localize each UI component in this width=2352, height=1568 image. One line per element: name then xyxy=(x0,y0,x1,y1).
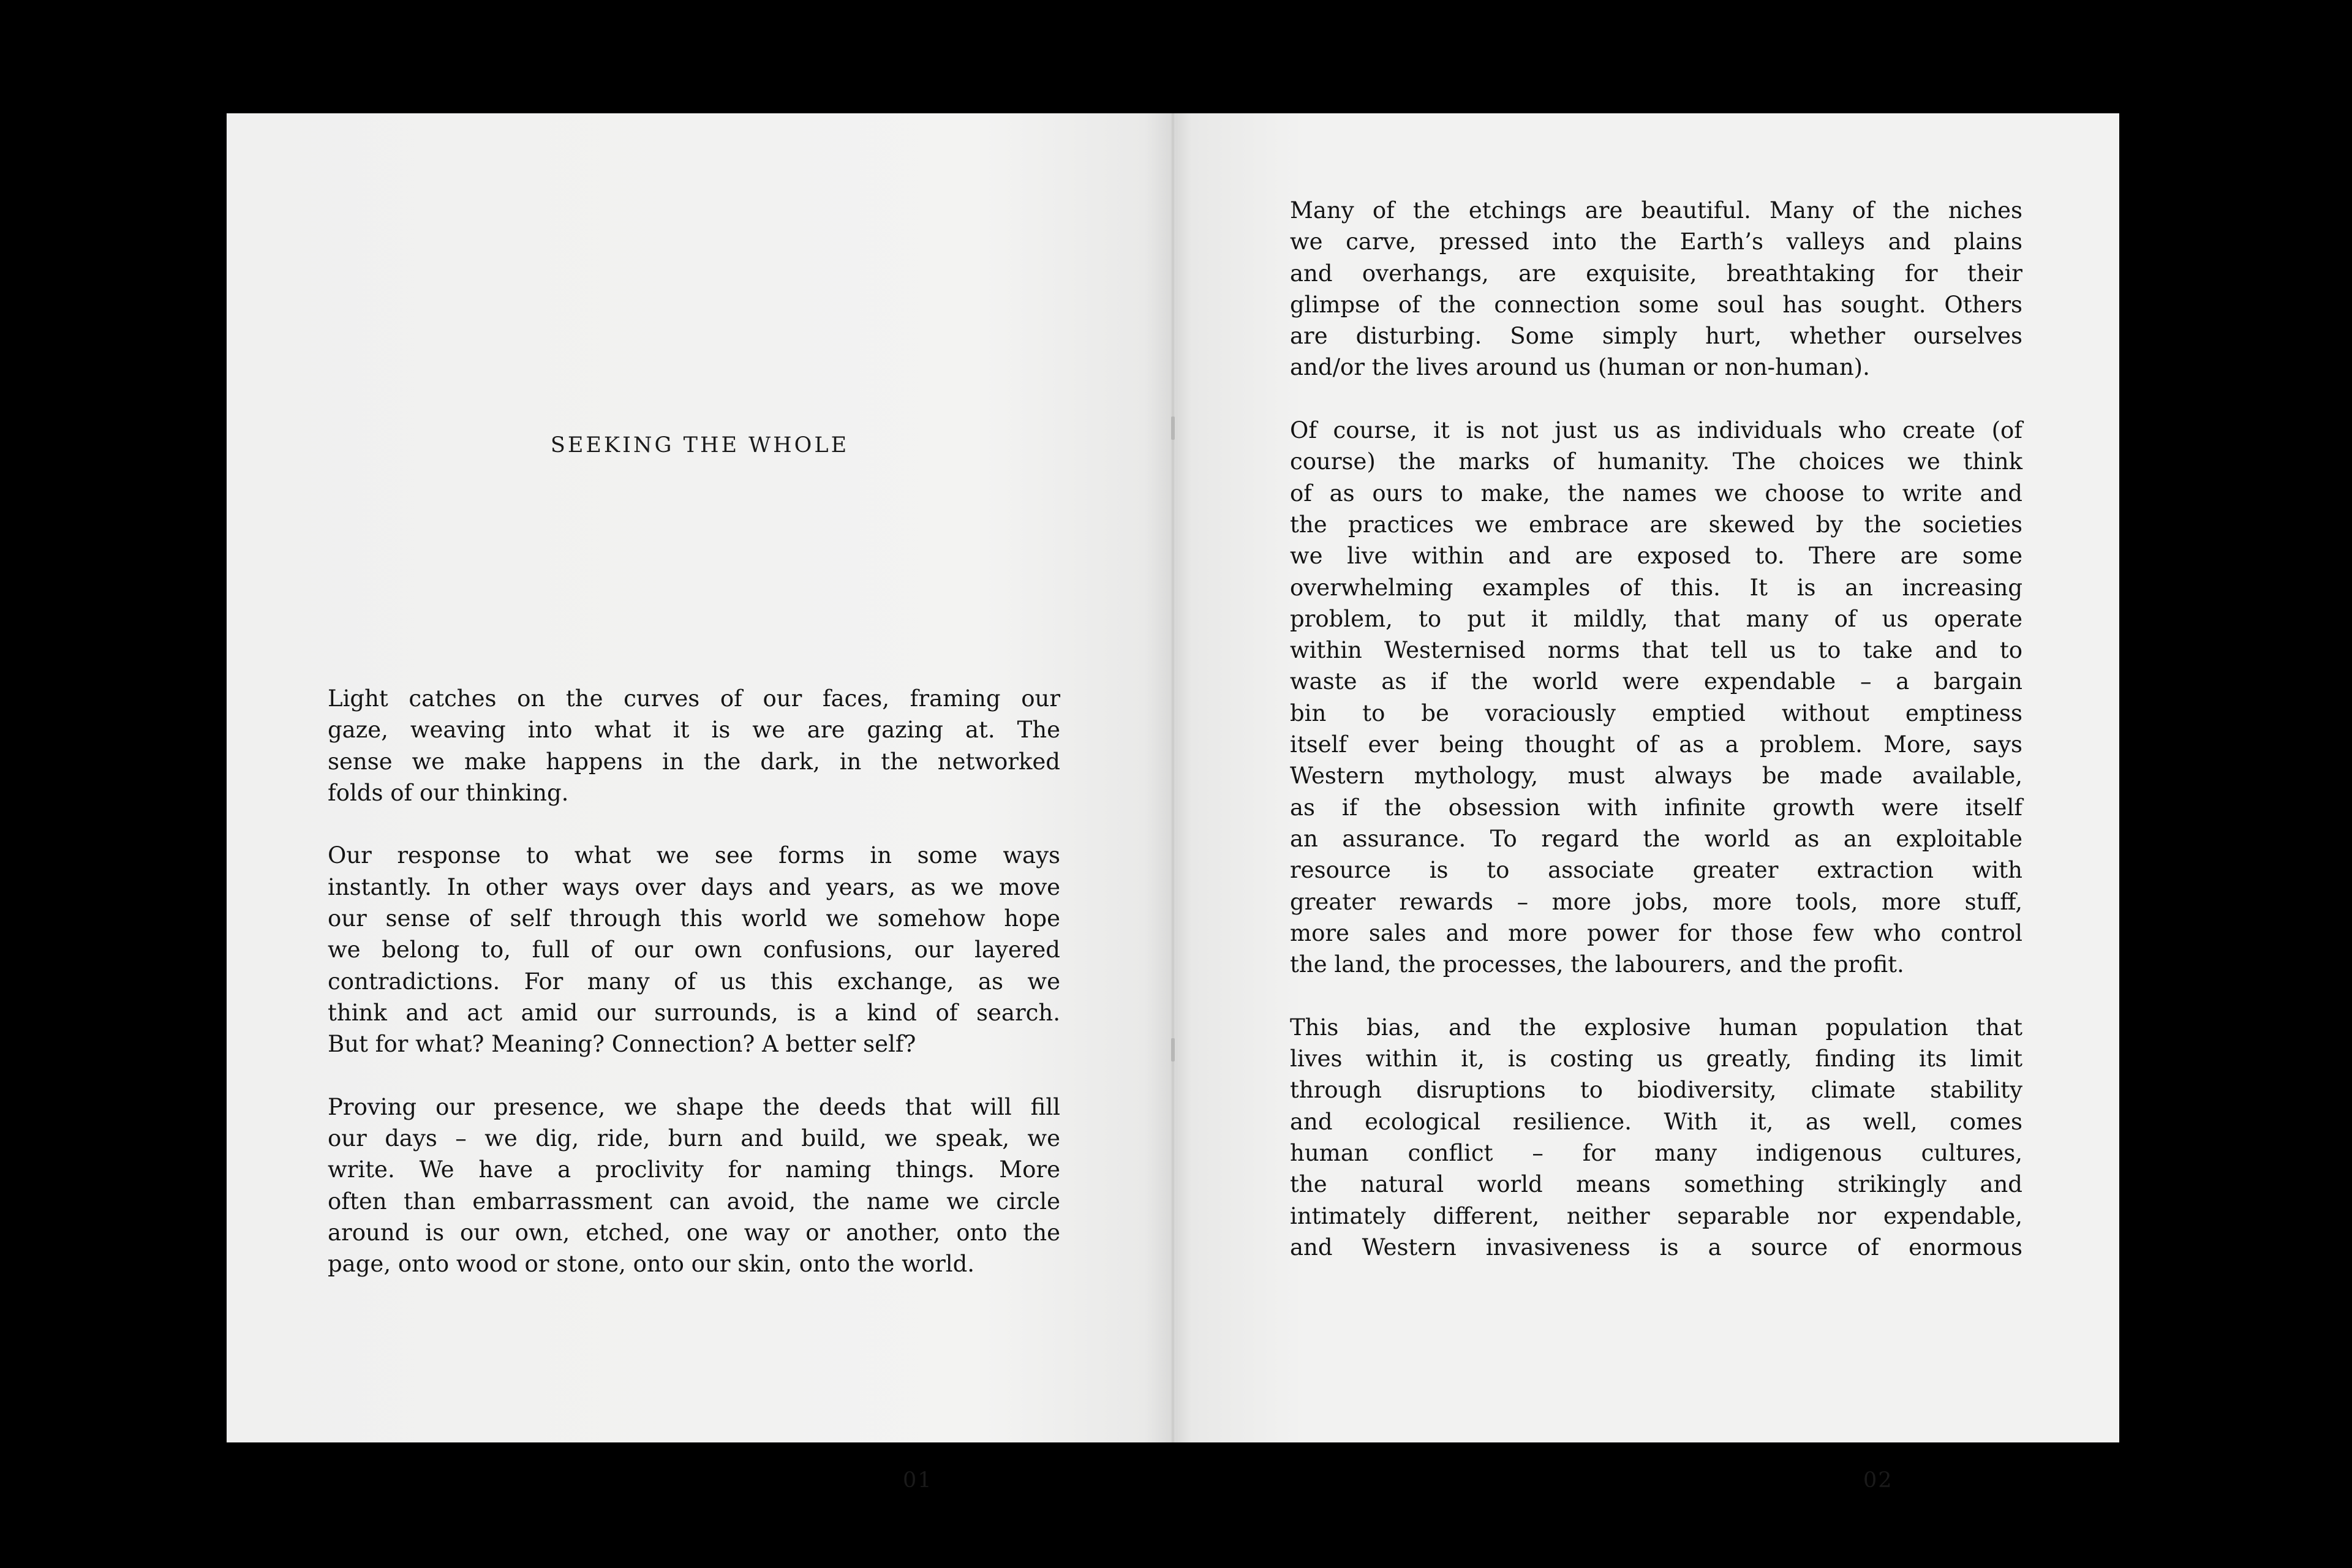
text-line: lives within it, is costing us greatly, finding its limit xyxy=(1290,1046,2022,1072)
text-line: gaze, weaving into what it is we are gazing at. The xyxy=(328,717,1060,744)
text-line: and/or the lives around us (human or non-human). xyxy=(1290,354,1870,381)
text-line: glimpse of the connection some soul has sought. Others xyxy=(1290,291,2022,318)
text-line: Of course, it is not just us as individuals who create (of xyxy=(1290,417,2022,444)
text-line: we belong to, full of our own confusions, our layered xyxy=(328,937,1060,963)
paragraph xyxy=(328,840,1060,1060)
booklet-spine xyxy=(1170,113,1175,1442)
text-line: of as ours to make, the names we choose to write and xyxy=(1290,480,2022,507)
text-line: often than embarrassment can avoid, the name we circle xyxy=(328,1188,1060,1215)
text-line: Many of the etchings are beautiful. Many of the niches xyxy=(1290,197,2022,224)
text-line: instantly. In other ways over days and years, as we move xyxy=(328,873,1060,900)
text-line: Our response to what we see forms in some ways xyxy=(328,842,1060,869)
page-number-left: 01 xyxy=(903,1468,933,1493)
text-line: are disturbing. Some simply hurt, whether ourselves xyxy=(1290,323,2022,350)
text-line: as if the obsession with infinite growth were itself xyxy=(1290,794,2022,821)
open-booklet xyxy=(227,113,2119,1493)
text-line: Western mythology, must always be made available, xyxy=(1290,763,2022,790)
chapter-title: SEEKING THE WHOLE xyxy=(550,433,850,458)
text-line: But for what? Meaning? Connection? A better self? xyxy=(328,1031,916,1058)
text-line: human conflict – for many indigenous cultures, xyxy=(1290,1139,2022,1166)
text-line: This bias, and the explosive human population that xyxy=(1290,1014,2022,1041)
text-line: and ecological resilience. With it, as well, comes xyxy=(1290,1108,2022,1135)
text-line: around is our own, etched, one way or another, onto the xyxy=(328,1219,1060,1246)
text-line: write. We have a proclivity for naming things. More xyxy=(328,1156,1060,1183)
staple-top xyxy=(1171,417,1175,440)
text-line: Light catches on the curves of our faces, framing our xyxy=(328,685,1060,712)
text-line: folds of our thinking. xyxy=(328,779,569,806)
staple-bottom xyxy=(1171,1038,1175,1061)
paragraph xyxy=(328,683,1060,809)
paragraph xyxy=(1290,415,2022,980)
right-body-text xyxy=(1290,195,2022,1294)
text-line: think and act amid our surrounds, is a kind of search. xyxy=(328,999,1060,1026)
text-line: contradictions. For many of us this exchange, as we xyxy=(328,968,1060,995)
text-line: resource is to associate greater extraction with xyxy=(1290,857,2022,884)
paragraph xyxy=(328,1091,1060,1280)
text-line: our sense of self through this world we somehow hope xyxy=(328,905,1060,932)
left-page xyxy=(227,113,1173,1493)
text-line: greater rewards – more jobs, more tools, more stuff, xyxy=(1290,888,2022,915)
page-number-right: 02 xyxy=(1863,1468,1893,1493)
text-line: the land, the processes, the labourers, and the profit. xyxy=(1290,951,1904,978)
text-line: more sales and more power for those few who control xyxy=(1290,919,2022,946)
text-line: and overhangs, are exquisite, breathtaking for their xyxy=(1290,260,2022,287)
text-line: and Western invasiveness is a source of enormous xyxy=(1290,1234,2022,1261)
paragraph xyxy=(1290,1012,2022,1263)
text-line: through disruptions to biodiversity, climate stability xyxy=(1290,1077,2022,1104)
text-line: sense we make happens in the dark, in the networked xyxy=(328,748,1060,775)
text-line: waste as if the world were expendable – a bargain xyxy=(1290,668,2022,695)
text-line: bin to be voraciously emptied without emptiness xyxy=(1290,699,2022,726)
text-line: course) the marks of humanity. The choices we think xyxy=(1290,448,2022,475)
text-line: Proving our presence, we shape the deeds that will fill xyxy=(328,1093,1060,1120)
text-line: intimately different, neither separable nor expendable, xyxy=(1290,1202,2022,1229)
text-line: we carve, pressed into the Earth’s valleys and plains xyxy=(1290,228,2022,255)
left-body-text xyxy=(328,683,1060,1311)
text-line: the practices we embrace are skewed by the societies xyxy=(1290,511,2022,538)
text-line: itself ever being thought of as a problem. More, says xyxy=(1290,731,2022,758)
text-line: overwhelming examples of this. It is an increasing xyxy=(1290,574,2022,601)
text-line: page, onto wood or stone, onto our skin, onto the world. xyxy=(328,1251,975,1278)
text-line: we live within and are exposed to. There are some xyxy=(1290,543,2022,570)
text-line: the natural world means something strikingly and xyxy=(1290,1171,2022,1198)
text-line: within Westernised norms that tell us to take and to xyxy=(1290,637,2022,664)
text-line: problem, to put it mildly, that many of us operate xyxy=(1290,605,2022,632)
paragraph xyxy=(1290,195,2022,383)
text-line: an assurance. To regard the world as an exploitable xyxy=(1290,825,2022,852)
text-line: our days – we dig, ride, burn and build, we speak, we xyxy=(328,1125,1060,1152)
